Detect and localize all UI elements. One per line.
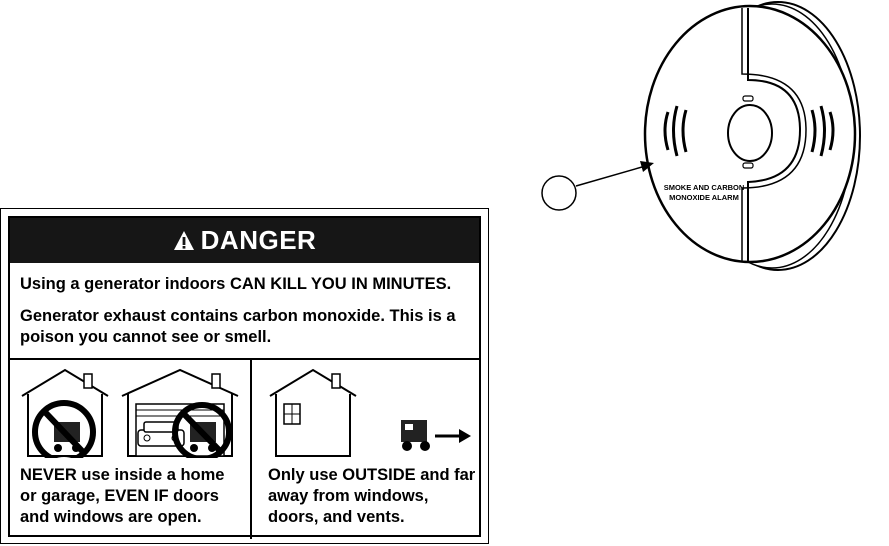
- warning-label: [0, 208, 489, 544]
- warning-label-inner: [8, 216, 481, 537]
- generator-outside-arrow-icon: [395, 414, 475, 458]
- divider-horizontal: [10, 358, 479, 360]
- garage-prohibited-generator-icon: [118, 366, 243, 458]
- house-with-window-icon: [268, 366, 363, 458]
- warning-line-1: Using a generator indoors CAN KILL YOU IN MINUTES.: [20, 275, 452, 293]
- warning-line-2: Generator exhaust contains carbon monoxide. This is a poison you cannot see or smell.: [20, 307, 456, 346]
- warning-triangle-icon: [173, 230, 195, 252]
- callout-circle: [542, 176, 576, 210]
- alarm-text-line-2: MONOXIDE ALARM: [669, 193, 739, 202]
- alarm-text-line-1: SMOKE AND CARBON: [663, 183, 745, 192]
- danger-header: [10, 218, 479, 263]
- divider-vertical: [250, 358, 252, 539]
- caption-never-indoors: NEVER use inside a home or garage, EVEN IF doors and windows are open.: [20, 466, 225, 526]
- danger-title: DANGER: [200, 225, 317, 255]
- smoke-co-alarm-illustration: [530, 0, 875, 280]
- callout-leader-line: [576, 167, 642, 186]
- house-prohibited-generator-icon: [18, 366, 113, 458]
- caption-only-outside: Only use OUTSIDE and far away from windows, doors, and vents.: [268, 466, 476, 526]
